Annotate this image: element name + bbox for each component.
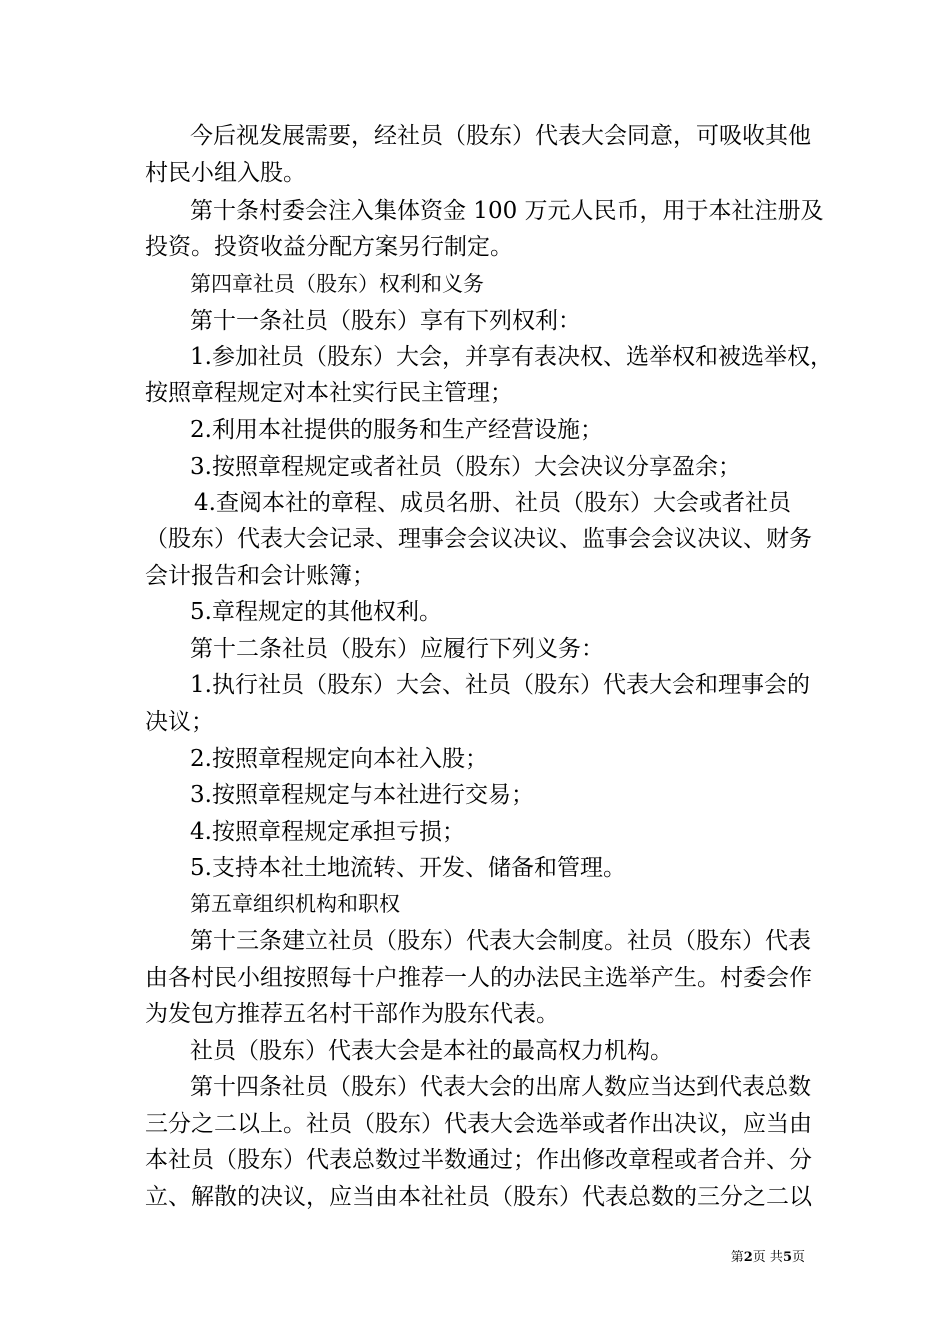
current-page-number: 2: [743, 1250, 753, 1265]
text-line-13: 会计报告和会计账簿；: [145, 563, 375, 589]
text-line-14: 5.章程规定的其他权利。: [190, 599, 442, 625]
text-line-27: 第十四条社员（股东）代表大会的出席人数应当达到代表总数: [190, 1074, 811, 1100]
chapter-heading-4: 第四章社员（股东）权利和义务: [190, 272, 484, 296]
chapter-heading-5: 第五章组织机构和职权: [190, 892, 400, 916]
text-line-23: 第十三条建立社员（股东）代表大会制度。社员（股东）代表: [190, 928, 811, 954]
text-line-18: 2.按照章程规定向本社入股；: [190, 746, 488, 772]
text-line-20: 4.按照章程规定承担亏损；: [190, 819, 465, 845]
text-line-1: 今后视发展需要，经社员（股东）代表大会同意，可吸收其他: [190, 123, 811, 149]
text-line-30: 立、解散的决议，应当由本社社员（股东）代表总数的三分之二以: [145, 1184, 812, 1210]
text-line-21: 5.支持本社土地流转、开发、储备和管理。: [190, 855, 626, 881]
footer-prefix: 第: [730, 1250, 744, 1265]
text-line-28: 三分之二以上。社员（股东）代表大会选举或者作出决议，应当由: [145, 1111, 812, 1137]
text-line-10: 3.按照章程规定或者社员（股东）大会决议分享盈余；: [190, 454, 741, 480]
text-line-17: 决议；: [145, 709, 214, 735]
text-line-6: 第十一条社员（股东）享有下列权利：: [190, 308, 581, 334]
text-line-8: 按照章程规定对本社实行民主管理；: [145, 380, 513, 406]
text-line-3: 第十条村委会注入集体资金 100 万元人民币，用于本社注册及: [190, 198, 824, 224]
text-line-12: （股东）代表大会记录、理事会会议决议、监事会会议决议、财务: [145, 526, 812, 552]
text-line-25: 为发包方推荐五名村干部作为股东代表。: [145, 1001, 559, 1027]
text-line-15: 第十二条社员（股东）应履行下列义务：: [190, 636, 604, 662]
text-line-29: 本社员（股东）代表总数过半数通过；作出修改章程或者合并、分: [145, 1147, 812, 1173]
text-line-7: 1.参加社员（股东）大会，并享有表决权、选举权和被选举权，: [190, 344, 833, 370]
total-pages-number: 5: [782, 1250, 792, 1265]
text-line-24: 由各村民小组按照每十户推荐一人的办法民主选举产生。村委会作: [145, 965, 812, 991]
text-line-26: 社员（股东）代表大会是本社的最高权力机构。: [190, 1038, 673, 1064]
footer-middle: 页 共: [752, 1250, 783, 1265]
text-line-11: 4.查阅本社的章程、成员名册、社员（股东）大会或者社员: [194, 490, 791, 516]
page-footer: [620, 1250, 805, 1266]
text-line-16: 1.执行社员（股东）大会、社员（股东）代表大会和理事会的: [190, 672, 810, 698]
text-line-2: 村民小组入股。: [145, 160, 306, 186]
text-line-19: 3.按照章程规定与本社进行交易；: [190, 782, 534, 808]
text-line-9: 2.利用本社提供的服务和生产经营设施；: [190, 417, 603, 443]
footer-suffix: 页: [791, 1250, 805, 1265]
text-line-4: 投资。投资收益分配方案另行制定。: [145, 234, 513, 260]
